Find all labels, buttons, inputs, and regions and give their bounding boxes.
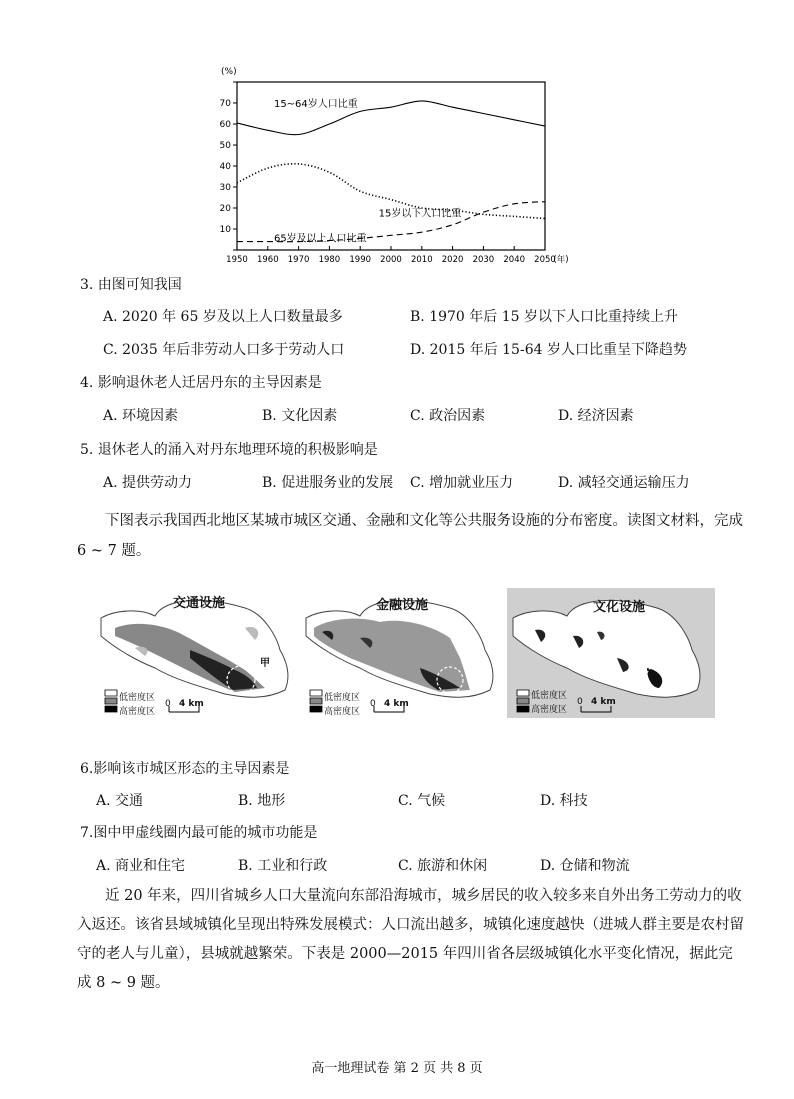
scale-zero-3: 0 xyxy=(577,697,583,707)
legend-high-2: 高密度区 xyxy=(324,707,361,717)
population-chart xyxy=(215,60,569,270)
y-tick-label: 50 xyxy=(219,141,231,151)
q5-option-c: C. 增加就业压力 xyxy=(410,475,514,491)
legend-low-3: 低密度区 xyxy=(531,691,568,701)
x-tick-label: 2010 xyxy=(410,255,433,265)
intro-8-9: 近 20 年来，四川省城乡人口大量流向东部沿海城市，城乡居民的收入较多来自外出务工劳动力的收入返还。该省县域城镇化呈现出特殊发展模式：人口流出越多，城镇化速度越快（进城人群主要是农村留守的老人与儿童），县城就越繁荣。下表是 2000—2015 年四川省各层级城镇化水平变化情况，据此完成 8 ~ 9 题。 xyxy=(77,888,744,991)
q7-stem: 7.图中甲虚线圈内最可能的城市功能是 xyxy=(80,825,318,841)
scale-zero-1: 0 xyxy=(165,699,171,709)
x-tick-label: 1970 xyxy=(287,255,310,265)
q3-option-c: C. 2035 年后非劳动人口多于劳动人口 xyxy=(103,342,345,358)
scale-value-3: 4 km xyxy=(591,697,616,707)
y-tick-label: 20 xyxy=(219,204,231,214)
x-tick-label: 2000 xyxy=(380,255,402,265)
series-label-2: 65岁及以上人口比重 xyxy=(273,233,367,245)
y-tick-label: 40 xyxy=(219,162,231,172)
legend-low-1: 低密度区 xyxy=(119,693,156,703)
q4-option-c: C. 政治因素 xyxy=(410,408,486,424)
q7-option-d: D. 仓储和物流 xyxy=(540,858,630,874)
intro-6-7: 下图表示我国西北地区某城市城区交通、金融和文化等公共服务设施的分布密度。读图文材料，完成 6 ~ 7 题。 xyxy=(77,513,743,559)
q6-stem: 6.影响该市城区形态的主导因素是 xyxy=(80,761,290,777)
series-label-1: 15岁以下人口比重 xyxy=(378,208,462,220)
map-culture xyxy=(507,588,715,718)
series-label-0: 15~64岁人口比重 xyxy=(273,99,358,111)
x-tick-label: 2050 xyxy=(534,255,556,265)
q3-option-b: B. 1970 年后 15 岁以下人口比重持续上升 xyxy=(410,309,678,325)
map-finance-title: 金融设施 xyxy=(376,598,429,613)
x-tick-label: 1980 xyxy=(318,255,341,265)
q7-option-a: A. 商业和住宅 xyxy=(96,858,186,874)
y-tick-label: 60 xyxy=(219,120,231,130)
q5-option-b: B. 促进服务业的发展 xyxy=(262,475,394,491)
y-tick-label: 70 xyxy=(219,99,231,109)
q5-option-a: A. 提供劳动力 xyxy=(103,475,193,491)
map-culture-title: 文化设施 xyxy=(593,600,646,615)
x-tick-label: 1960 xyxy=(256,255,279,265)
facility-maps xyxy=(95,588,715,718)
q6-option-a: A. 交通 xyxy=(96,793,144,809)
x-tick-label: 2040 xyxy=(503,255,526,265)
q3-stem: 3. 由图可知我国 xyxy=(80,277,182,293)
y-tick-label: 30 xyxy=(219,183,231,193)
y-tick-label: 10 xyxy=(219,225,231,235)
population-line-chart xyxy=(215,60,569,270)
q4-stem: 4. 影响退休老人迁居丹东的主导因素是 xyxy=(80,375,322,391)
q4-option-b: B. 文化因素 xyxy=(262,408,338,424)
map-finance xyxy=(300,588,500,718)
q6-option-b: B. 地形 xyxy=(238,793,286,809)
page-footer: 高一地理试卷 第 2 页 共 8 页 xyxy=(311,1061,483,1076)
q5-option-d: D. 减轻交通运输压力 xyxy=(558,475,690,491)
q5-stem: 5. 退休老人的涌入对丹东地理环境的积极影响是 xyxy=(80,442,378,458)
q4-option-d: D. 经济因素 xyxy=(558,408,634,424)
scale-value-1: 4 km xyxy=(179,699,204,709)
q7-option-b: B. 工业和行政 xyxy=(238,858,328,874)
map-transport-title: 交通设施 xyxy=(173,596,226,611)
x-tick-label: 1950 xyxy=(226,255,248,265)
q6-option-d: D. 科技 xyxy=(540,793,588,809)
legend-low-2: 低密度区 xyxy=(324,693,361,703)
y-axis-label: (%) xyxy=(221,67,237,77)
legend-high-3: 高密度区 xyxy=(531,705,568,715)
q3-option-a: A. 2020 年 65 岁及以上人口数量最多 xyxy=(103,309,343,325)
scale-zero-2: 0 xyxy=(370,699,376,709)
q7-option-c: C. 旅游和休闲 xyxy=(398,858,488,874)
scale-value-2: 4 km xyxy=(384,699,409,709)
x-tick-label: 2030 xyxy=(472,255,495,265)
legend-high-1: 高密度区 xyxy=(119,707,156,717)
q3-option-d: D. 2015 年后 15-64 岁人口比重呈下降趋势 xyxy=(410,342,687,358)
x-axis-label: (年) xyxy=(553,255,569,265)
x-tick-label: 1990 xyxy=(349,255,372,265)
q6-option-c: C. 气候 xyxy=(398,793,446,809)
map-marker-jia: 甲 xyxy=(260,658,270,669)
q4-option-a: A. 环境因素 xyxy=(103,408,179,424)
map-transport xyxy=(95,588,295,718)
x-tick-label: 2020 xyxy=(441,255,464,265)
